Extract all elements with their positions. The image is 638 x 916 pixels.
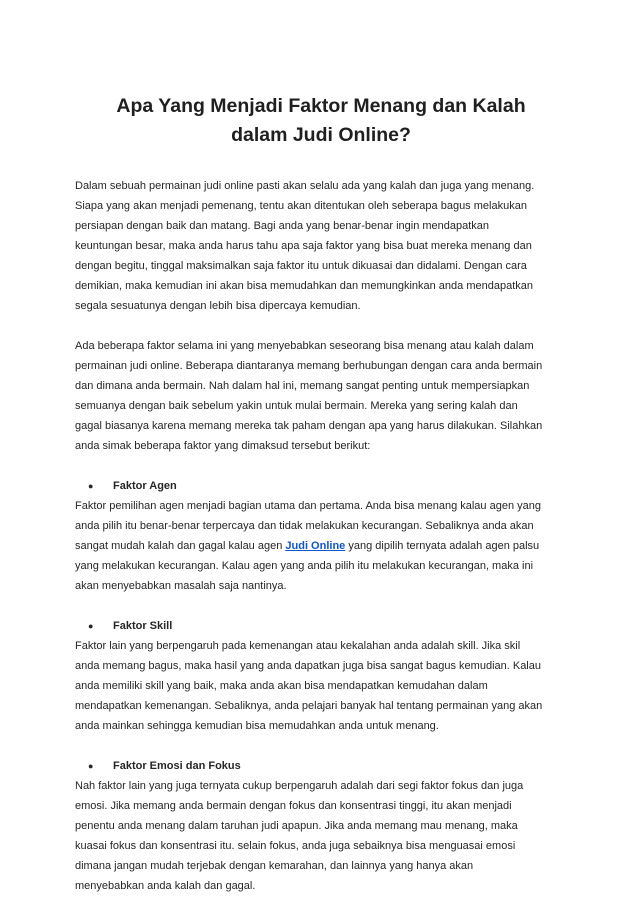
paragraph-line: anda simak beberapa faktor yang dimaksud tersebut berikut: [75,440,371,452]
paragraph-line: semuanya dengan baik sebelum yakin untuk mulai bermain. Mereka yang sering kalah dan [75,400,518,412]
paragraph-line: persiapan dengan baik dan matang. Bagi anda yang benar-benar ingin mendapatkan [75,220,490,232]
section-heading [75,476,567,496]
paragraph-line: mendapatkan kemenangan. Sebaliknya, anda pelajari banyak hal tentang permainan yang akan [75,700,543,712]
link-suffix-text: yang dipilih ternyata adalah agen palsu [345,540,540,552]
judi-online-link[interactable]: Judi Online [285,540,346,552]
paragraph-line: Faktor pemilihan agen menjadi bagian utama dan pertama. Anda bisa menang kalau agen yang [75,500,541,512]
paragraph-line: Siapa yang akan menjadi pemenang, tentu akan ditentukan oleh seberapa bagus melakukan [75,200,527,212]
intro-paragraph [75,176,567,316]
paragraph-line: akan menyebabkan masalah saja nantinya. [75,580,287,592]
bullet-icon: ● [88,621,94,631]
paragraph-line: gagal biasanya karena memang mereka tak paham dengan apa yang harus dilakukan. Silahkan [75,420,543,432]
paragraph-line: emosi. Jika memang anda bermain dengan fokus dan konsentrasi tinggi, itu akan menjadi [75,800,512,812]
section-heading-text: Faktor Agen [113,480,177,492]
paragraph-line: anda memiliki skill yang baik, maka anda akan bisa mendapatkan kemudahan dalam [75,680,488,692]
title-line-1: Apa Yang Menjadi Faktor Menang dan Kalah [116,95,526,117]
title-line-2: dalam Judi Online? [231,124,411,146]
paragraph-line: Faktor lain yang berpengaruh pada kemenangan atau kekalahan anda adalah skill. Jika skil [75,640,521,652]
paragraph-line: anda memang bagus, maka hasil yang anda dapatkan juga bisa sangat bagus kemudian. Kalau [75,660,541,672]
paragraph-line: demikian, maka kemudian ini akan bisa memudahkan dan memungkinkan anda mendapatkan [75,280,533,292]
paragraph-line: Dalam sebuah permainan judi online pasti akan selalu ada yang kalah dan juga yang menang. [75,180,535,192]
paragraph-line: Ada beberapa faktor selama ini yang menyebabkan seseorang bisa menang atau kalah dalam [75,340,534,352]
document-title [75,92,567,150]
paragraph-line: menyebabkan anda kalah dan gagal. [75,880,256,892]
paragraph-line: Nah faktor lain yang juga ternyata cukup berpengaruh adalah dari segi faktor fokus dan juga [75,780,524,792]
section-faktor-skill [75,616,567,736]
section-faktor-emosi [75,756,567,896]
paragraph-line: dengan begitu, tinggal maksimalkan saja faktor itu untuk dikuasai dan didalami. Dengan cara [75,260,527,272]
paragraph-line: dimana jangan mudah terjebak dengan kemarahan, dan lainnya yang hanya akan [75,860,474,872]
link-prefix-text: sangat mudah kalah dan gagal kalau agen [75,540,286,552]
bullet-icon: ● [88,761,94,771]
paragraph-line-with-link [75,536,567,556]
paragraph-line: anda pilih itu benar-benar terpercaya dan tidak melakukan kecurangan. Sebaliknya anda akan [75,520,534,532]
paragraph-line: yang melakukan kecurangan. Kalau agen yang anda pilih itu melakukan kecurangan, maka ini [75,560,534,572]
paragraph-line: keuntungan besar, maka anda harus tahu apa saja faktor yang bisa buat mereka menang dan [75,240,532,252]
paragraph-line: segala sesuatunya dengan lebih bisa dipercaya kemudian. [75,300,361,312]
section-faktor-agen [75,476,567,596]
document-page [75,92,567,916]
section-heading [75,756,567,776]
section-heading-text: Faktor Emosi dan Fokus [113,760,241,772]
section-heading-text: Faktor Skill [113,620,173,632]
bullet-icon: ● [88,481,94,491]
paragraph-line: anda mainkan sehingga kemudian bisa memudahkan anda untuk menang. [75,720,439,732]
second-paragraph [75,336,567,456]
paragraph-line: permainan judi online. Beberapa diantaranya memang berhubungan dengan cara anda bermain [75,360,543,372]
paragraph-line: penentu anda menang dalam taruhan judi apapun. Jika anda memang mau menang, maka [75,820,518,832]
paragraph-line: dan dimana anda bermain. Nah dalam hal ini, memang sangat penting untuk mempersiapkan [75,380,530,392]
section-heading [75,616,567,636]
paragraph-line: kuasai fokus dan konsentrasi itu. selain fokus, anda juga sebaiknya bisa menguasai emosi [75,840,516,852]
